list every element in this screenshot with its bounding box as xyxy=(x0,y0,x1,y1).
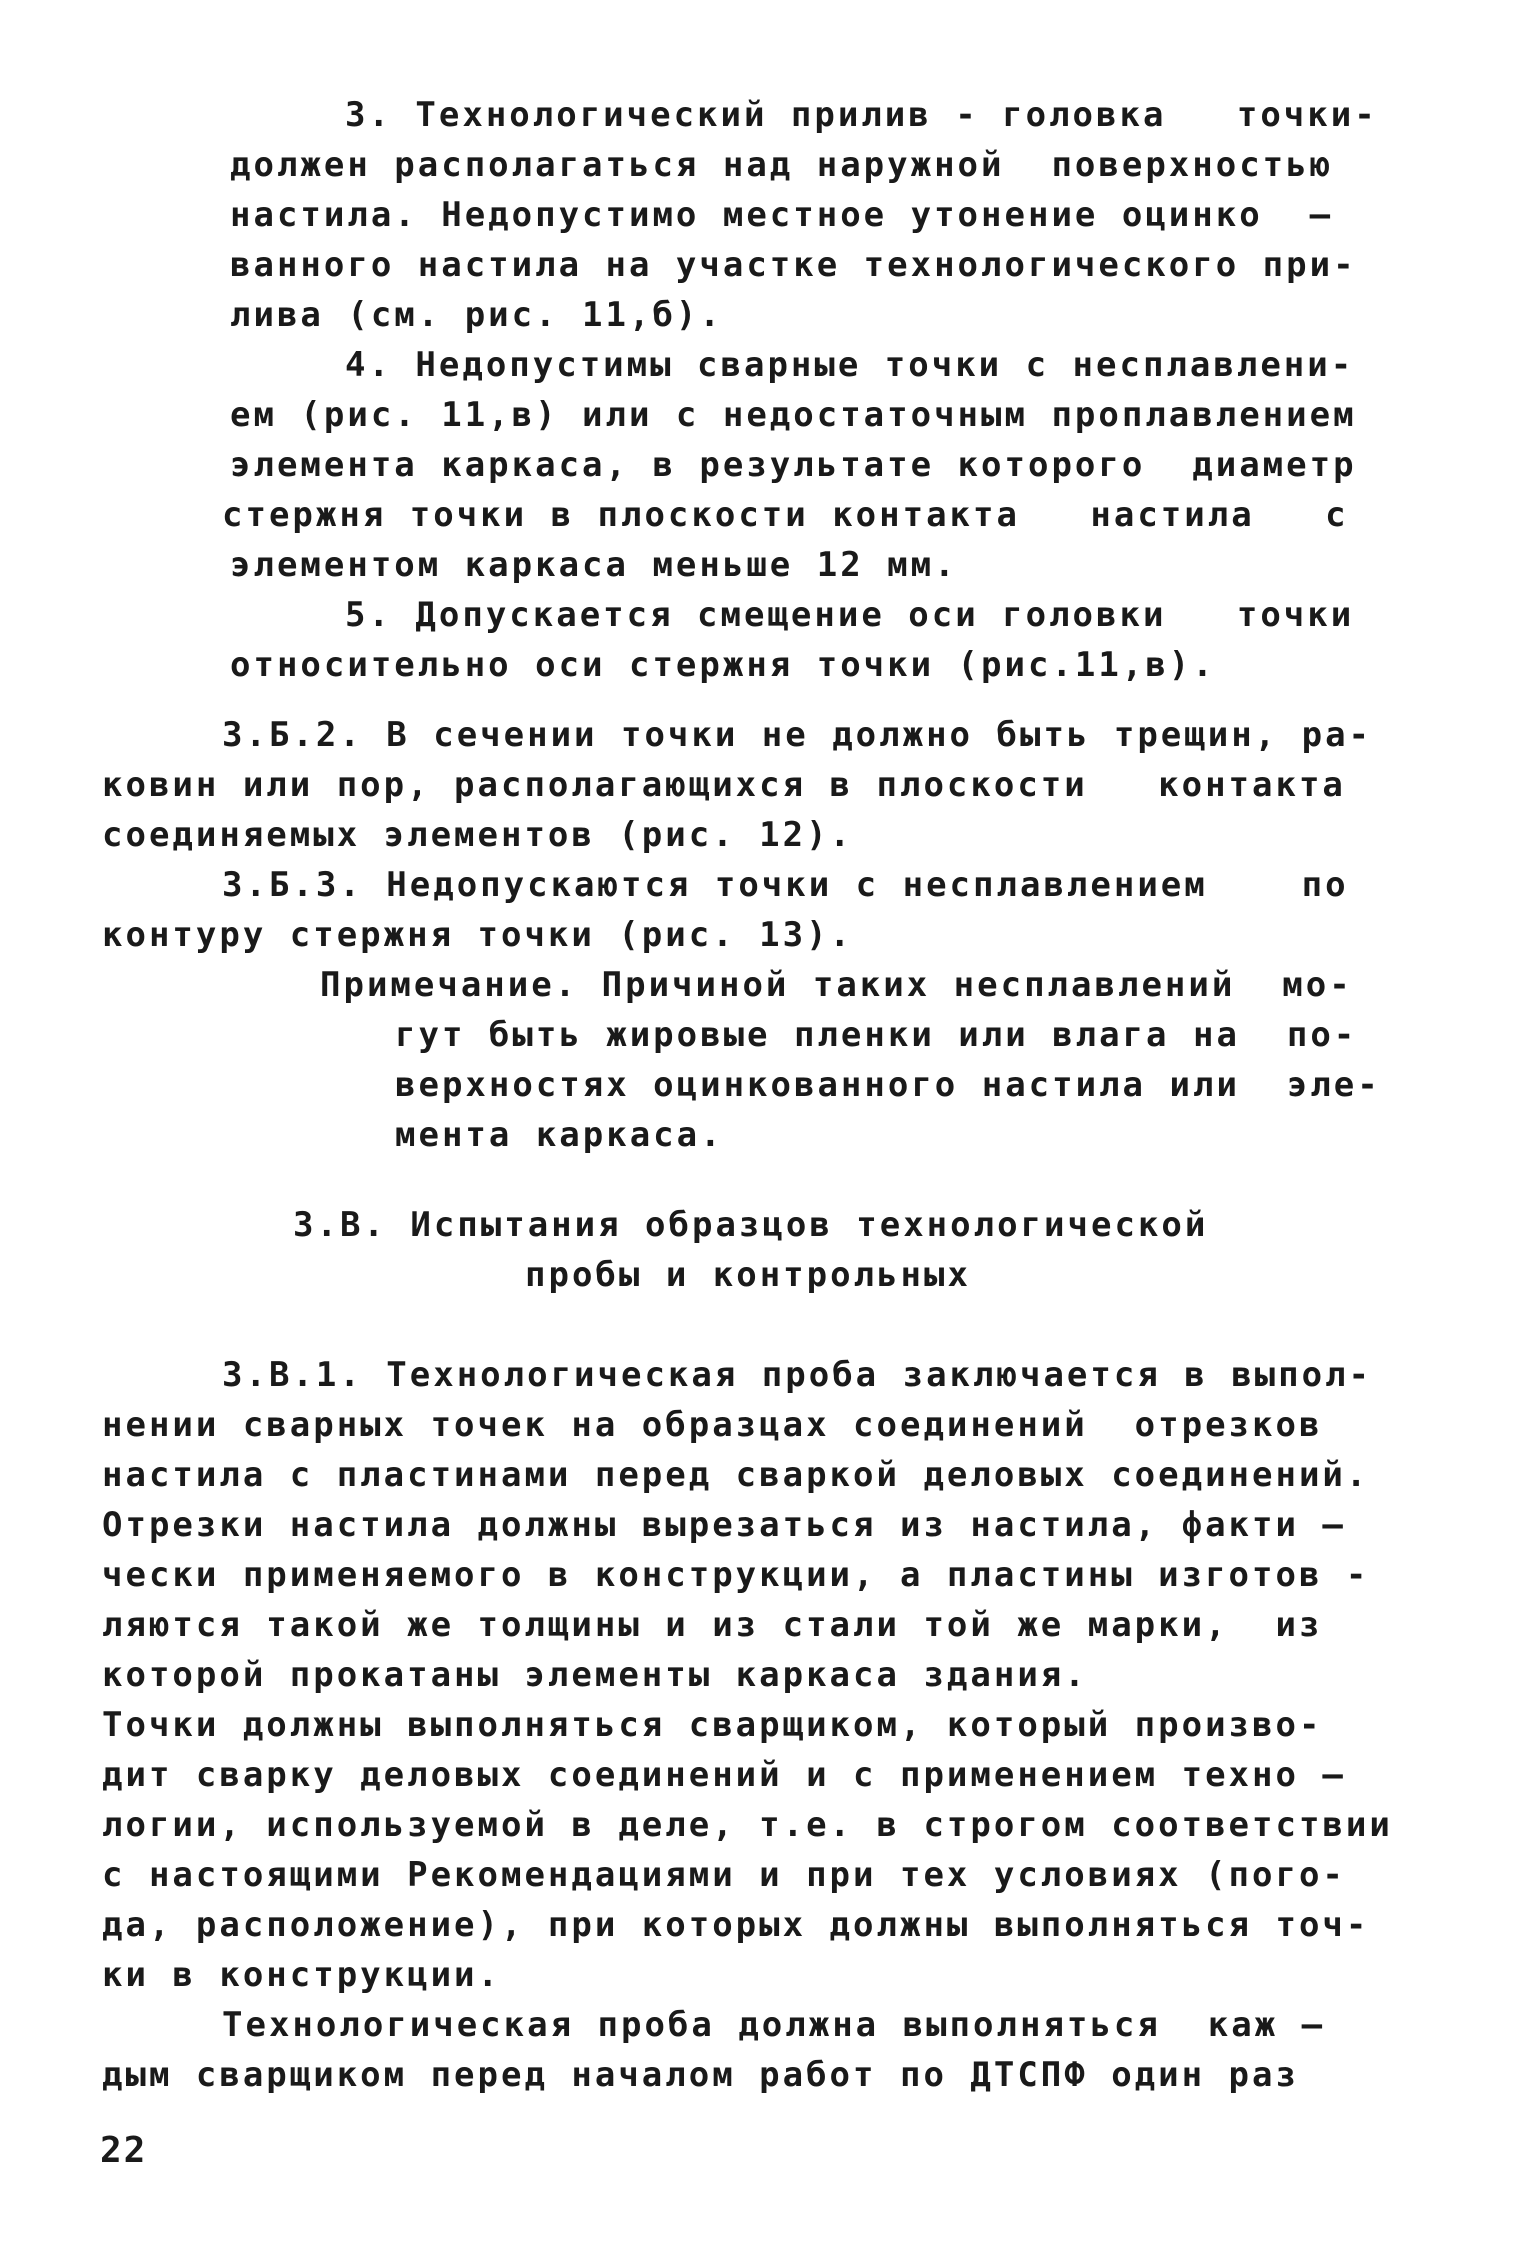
pLast-line-2: дым сварщиком перед началом работ по ДТСПФ один раз xyxy=(102,2055,1299,2095)
pV1-line-5: чески применяемого в конструкции, а пластины изготов - xyxy=(102,1555,1370,1595)
note-line-4: мента каркаса. xyxy=(395,1115,724,1155)
pV1-line-1: 3.В.1. Технологическая проба заключается в выпол- xyxy=(222,1355,1373,1395)
pV1-line-4: Отрезки настила должны вырезаться из настила, факти – xyxy=(102,1505,1346,1545)
p3-line-5: лива (см. рис. 11,б). xyxy=(230,295,723,335)
p4-line-3: элемента каркаса, в результате которого диаметр xyxy=(230,445,1357,485)
page-number: 22 xyxy=(100,2130,148,2171)
pV1-line-7: которой прокатаны элементы каркаса здания. xyxy=(102,1655,1088,1695)
note-line-3: верхностях оцинкованного настила или эле- xyxy=(395,1065,1381,1105)
pV1-line-13: ки в конструкции. xyxy=(102,1955,501,1995)
pB3-line-2: контуру стержня точки (рис. 13). xyxy=(102,915,854,955)
note-line-1: Примечание. Причиной таких несплавлений мо- xyxy=(320,965,1353,1005)
pB2-line-3: соединяемых элементов (рис. 12). xyxy=(102,815,854,855)
pV1-line-12: да, расположение), при которых должны выполняться точ- xyxy=(102,1905,1370,1945)
pV1-line-9: дит сварку деловых соединений и с применением техно – xyxy=(102,1755,1346,1795)
pLast-line-1: Технологическая проба должна выполняться каж – xyxy=(222,2005,1326,2045)
pV1-line-2: нении сварных точек на образцах соединений отрезков xyxy=(102,1405,1323,1445)
pV1-line-6: ляются такой же толщины и из стали той же марки, из xyxy=(102,1605,1323,1645)
p5-line-1: 5. Допускается смещение оси головки точки xyxy=(345,595,1355,635)
p3-line-3: настила. Недопустимо местное утонение оцинко – xyxy=(230,195,1334,235)
pV1-line-3: настила с пластинами перед сваркой деловых соединений. xyxy=(102,1455,1370,1495)
pV1-line-8: Точки должны выполняться сварщиком, который произво- xyxy=(102,1705,1323,1745)
p5-line-2: относительно оси стержня точки (рис.11,в). xyxy=(230,645,1216,685)
section-heading-line-2: пробы и контрольных xyxy=(525,1255,971,1295)
p4-line-5: элементом каркаса меньше 12 мм. xyxy=(230,545,958,585)
pB2-line-2: ковин или пор, располагающихся в плоскости контакта xyxy=(102,765,1346,805)
p4-line-4: стержня точки в плоскости контакта настила с xyxy=(222,495,1349,535)
pV1-line-11: с настоящими Рекомендациями и при тех условиях (пого- xyxy=(102,1855,1346,1895)
note-line-2: гут быть жировые пленки или влага на по- xyxy=(395,1015,1358,1055)
section-heading-line-1: 3.В. Испытания образцов технологической xyxy=(293,1205,1209,1245)
pB2-line-1: 3.Б.2. В сечении точки не должно быть трещин, ра- xyxy=(222,715,1373,755)
p3-line-1: 3. Технологический прилив - головка точки- xyxy=(345,95,1378,135)
p4-line-2: ем (рис. 11,в) или с недостаточным проплавлением xyxy=(230,395,1357,435)
pB3-line-1: 3.Б.3. Недопускаются точки с несплавлением по xyxy=(222,865,1349,905)
p3-line-4: ванного настила на участке технологического при- xyxy=(230,245,1357,285)
p4-line-1: 4. Недопустимы сварные точки с несплавлени- xyxy=(345,345,1355,385)
p3-line-2: должен располагаться над наружной поверхностью xyxy=(230,145,1334,185)
pV1-line-10: логии, используемой в деле, т.е. в строгом соответствии xyxy=(102,1805,1393,1845)
